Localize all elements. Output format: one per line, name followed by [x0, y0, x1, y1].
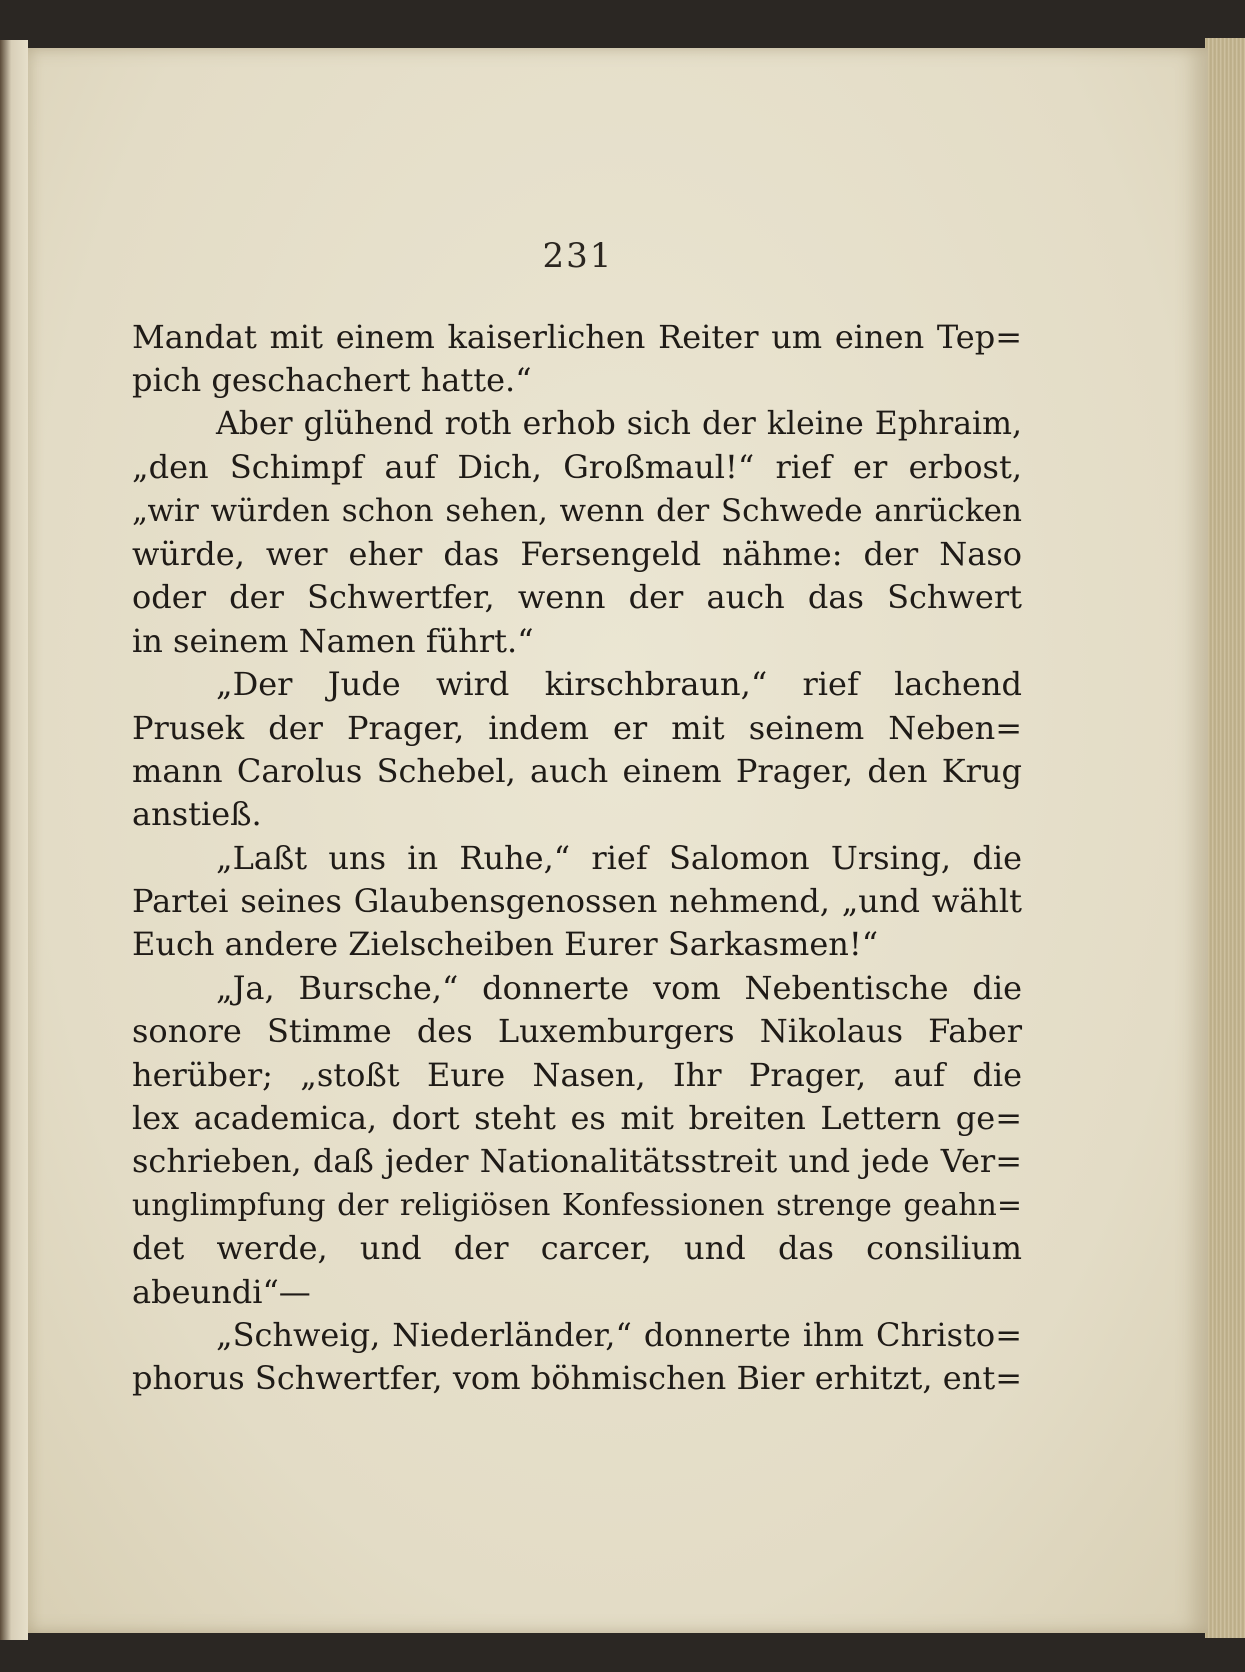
book-left-edge: [0, 40, 28, 1640]
text-line: oder der Schwertfer, wenn der auch das Schwert: [132, 578, 1022, 617]
text-line: „Schweig, Niederländer,“ donnerte ihm Christo=: [216, 1315, 1022, 1354]
text-line: unglimpfung der religiösen Konfessionen strenge geahn=: [132, 1187, 1022, 1223]
text-line: Mandat mit einem kaiserlichen Reiter um einen Tep=: [132, 318, 1022, 356]
text-line: „wir würden schon sehen, wenn der Schwede anrücken: [132, 492, 1022, 529]
text-line: lex academica, dort steht es mit breiten Lettern ge=: [132, 1099, 1022, 1138]
text-line: „Laßt uns in Ruhe,“ rief Salomon Ursing, die: [216, 838, 1022, 877]
text-line: in seinem Namen führt.“: [132, 621, 534, 660]
text-line: anstieß.: [132, 795, 262, 834]
text-line: würde, wer eher das Fersengeld nähme: der Naso: [132, 534, 1022, 573]
text-line: abeundi“—: [132, 1272, 311, 1311]
text-line: pich geschachert hatte.“: [132, 361, 532, 400]
body-text: [132, 316, 1022, 1401]
text-line: „Ja, Bursche,“ donnerte vom Nebentische die: [216, 968, 1022, 1007]
text-line: „den Schimpf auf Dich, Großmaul!“ rief er erbost,: [132, 448, 1022, 487]
text-line: „Der Jude wird kirschbraun,“ rief lachend: [216, 665, 1022, 704]
text-line: schrieben, daß jeder Nationalitätsstreit und jede Ver=: [132, 1142, 1022, 1181]
text-line: phorus Schwertfer, vom böhmischen Bier erhitzt, ent=: [132, 1359, 1022, 1398]
book-page: [28, 48, 1208, 1633]
text-line: mann Carolus Schebel, auch einem Prager, den Krug: [132, 751, 1022, 790]
book-page-edges: [1205, 38, 1245, 1638]
text-line: Prusek der Prager, indem er mit seinem Neben=: [132, 708, 1022, 747]
text-line: herüber; „stoßt Eure Nasen, Ihr Prager, auf die: [132, 1055, 1022, 1094]
text-line: det werde, und der carcer, und das consilium: [132, 1229, 1022, 1268]
text-line: Partei seines Glaubensgenossen nehmend, „und wählt: [132, 882, 1022, 921]
text-line: Euch andere Zielscheiben Eurer Sarkasmen!“: [132, 925, 879, 964]
text-line: sonore Stimme des Luxemburgers Nikolaus Faber: [132, 1012, 1022, 1051]
page-number: 231: [542, 236, 614, 276]
text-line: Aber glühend roth erhob sich der kleine Ephraim,: [216, 405, 1022, 442]
